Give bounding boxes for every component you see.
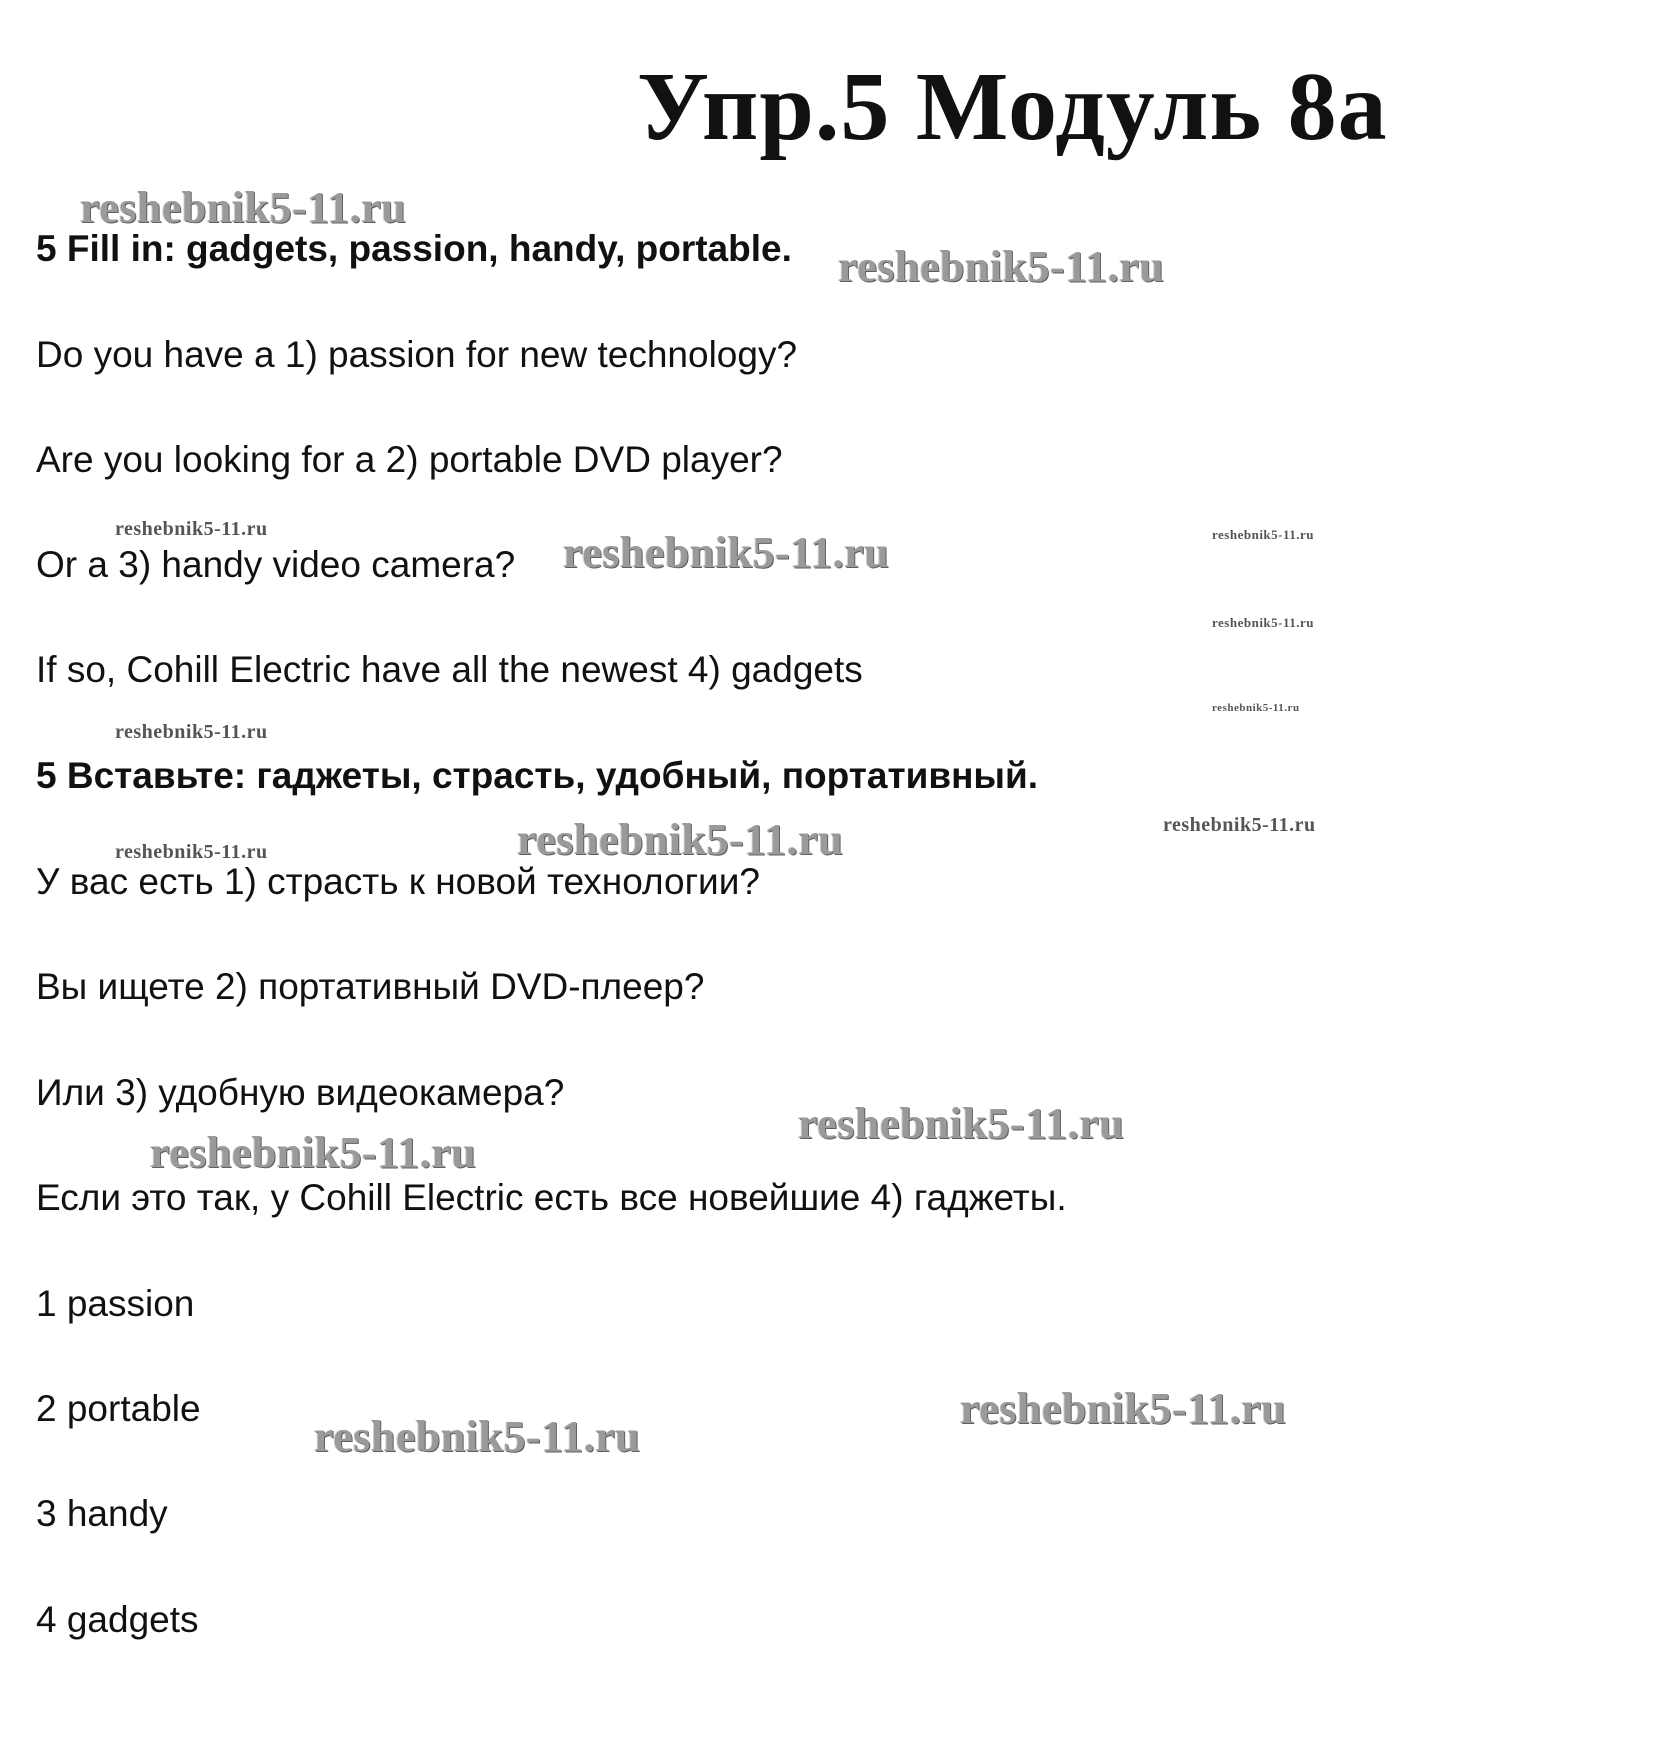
watermark: reshebnik5-11.ru [314, 1412, 641, 1461]
watermark: reshebnik5-11.ru [517, 815, 844, 864]
english-instruction: 5 Fill in: gadgets, passion, handy, portable. [36, 228, 792, 269]
watermark: reshebnik5-11.ru [1212, 527, 1315, 542]
watermark: reshebnik5-11.ru [838, 242, 1165, 291]
watermark: reshebnik5-11.ru [1212, 615, 1315, 630]
english-line-2: Are you looking for a 2) portable DVD player? [36, 439, 783, 480]
english-line-1: Do you have a 1) passion for new technology? [36, 334, 798, 375]
watermark: reshebnik5-11.ru [1163, 814, 1316, 836]
answer-4: 4 gadgets [36, 1599, 199, 1640]
english-line-4: If so, Cohill Electric have all the newest 4) gadgets [36, 649, 863, 690]
watermark: reshebnik5-11.ru [960, 1384, 1287, 1433]
english-line-3: Or a 3) handy video camera? [36, 544, 516, 585]
answer-3: 3 handy [36, 1493, 168, 1534]
russian-line-1: У вас есть 1) страсть к новой технологии? [36, 861, 760, 902]
answer-1: 1 passion [36, 1283, 195, 1324]
answer-2: 2 portable [36, 1388, 201, 1429]
russian-line-2: Вы ищете 2) портативный DVD-плеер? [36, 966, 705, 1007]
watermark: reshebnik5-11.ru [115, 841, 268, 863]
watermark: reshebnik5-11.ru [115, 518, 268, 540]
russian-line-4: Если это так, у Cohill Electric есть все новейшие 4) гаджеты. [36, 1177, 1067, 1218]
watermark: reshebnik5-11.ru [1212, 702, 1300, 714]
russian-line-3: Или 3) удобную видеокамера? [36, 1072, 565, 1113]
watermark: reshebnik5-11.ru [115, 721, 268, 743]
watermark: reshebnik5-11.ru [80, 183, 407, 232]
russian-instruction: 5 Вставьте: гаджеты, страсть, удобный, портативный. [36, 755, 1039, 796]
watermark: reshebnik5-11.ru [798, 1099, 1125, 1148]
page-title: Упр.5 Модуль 8а [637, 53, 1388, 161]
watermark: reshebnik5-11.ru [563, 528, 890, 577]
watermark: reshebnik5-11.ru [150, 1128, 477, 1177]
